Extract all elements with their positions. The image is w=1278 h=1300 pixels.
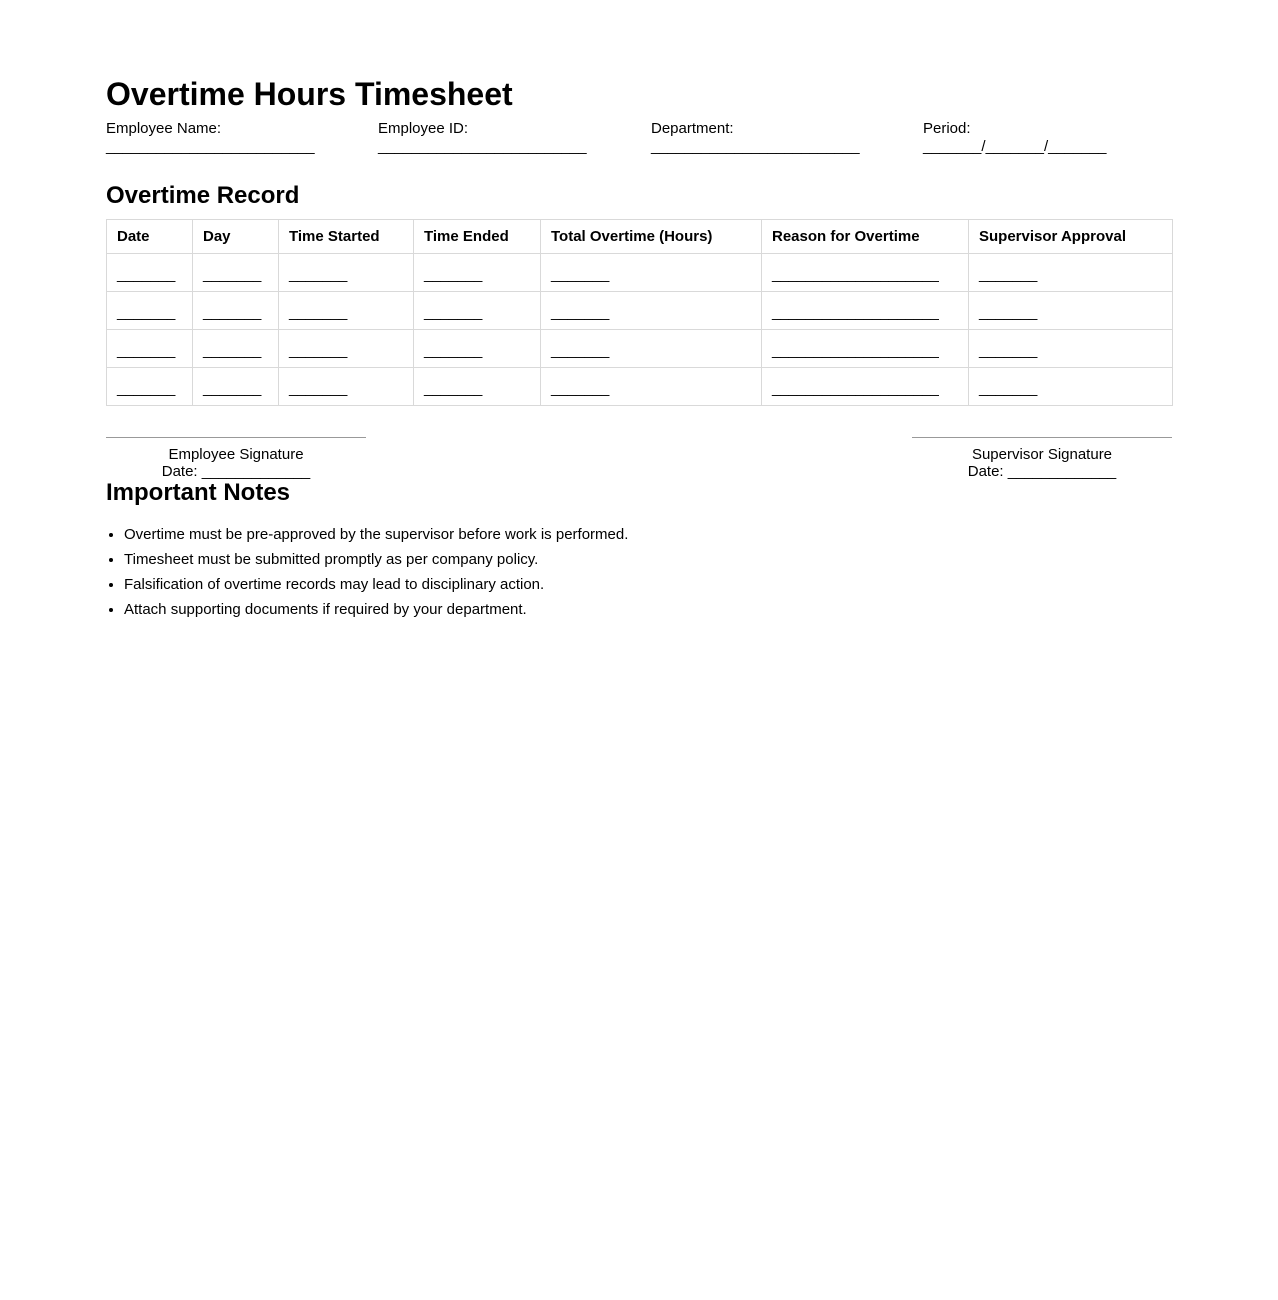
supervisor-signature-caption: Supervisor Signature: [971, 446, 1113, 463]
total-overtime-cell[interactable]: _______: [541, 292, 762, 330]
time-started-cell[interactable]: _______: [279, 292, 414, 330]
supervisor-approval-cell[interactable]: _______: [969, 254, 1173, 292]
column-header-day: Day: [193, 220, 279, 254]
column-header-total-overtime: Total Overtime (Hours): [541, 220, 762, 254]
date-cell[interactable]: _______: [107, 254, 193, 292]
employee-name-blank[interactable]: _________________________: [106, 138, 315, 155]
supervisor-signature-line[interactable]: [912, 437, 1172, 438]
department-field[interactable]: [651, 120, 860, 156]
date-cell[interactable]: _______: [107, 292, 193, 330]
reason-cell[interactable]: ____________________: [762, 254, 969, 292]
period-blank[interactable]: _______/_______/_______: [923, 138, 1107, 155]
period-field[interactable]: [923, 120, 1107, 156]
department-label: Department:: [651, 120, 734, 137]
date-cell[interactable]: _______: [107, 330, 193, 368]
total-overtime-cell[interactable]: _______: [541, 368, 762, 406]
employee-id-label: Employee ID:: [378, 120, 469, 137]
page-title: Overtime Hours Timesheet: [106, 76, 513, 112]
overtime-record-heading: Overtime Record: [106, 182, 300, 209]
column-header-supervisor-approval: Supervisor Approval: [969, 220, 1173, 254]
employee-name-label: Employee Name:: [106, 120, 222, 137]
reason-cell[interactable]: ____________________: [762, 292, 969, 330]
time-ended-cell[interactable]: _______: [414, 254, 541, 292]
time-started-cell[interactable]: _______: [279, 254, 414, 292]
supervisor-signature-block: [912, 437, 1172, 480]
list-item: • Overtime must be pre-approved by the supervisor before work is performed.: [124, 522, 628, 547]
supervisor-approval-cell[interactable]: _______: [969, 368, 1173, 406]
time-ended-cell[interactable]: _______: [414, 292, 541, 330]
time-started-cell[interactable]: _______: [279, 330, 414, 368]
day-cell[interactable]: _______: [193, 368, 279, 406]
supervisor-approval-cell[interactable]: _______: [969, 330, 1173, 368]
period-label: Period:: [923, 120, 971, 137]
important-notes-heading: Important Notes: [106, 479, 291, 506]
employee-signature-caption: Employee Signature: [168, 446, 304, 463]
employee-signature-block: [106, 437, 366, 480]
header-fields: [106, 120, 1172, 160]
column-header-date: Date: [107, 220, 193, 254]
reason-cell[interactable]: ____________________: [762, 368, 969, 406]
important-notes-list: [106, 522, 628, 622]
total-overtime-cell[interactable]: _______: [541, 254, 762, 292]
list-item: • Falsification of overtime records may lead to disciplinary action.: [124, 572, 628, 597]
day-cell[interactable]: _______: [193, 330, 279, 368]
time-ended-cell[interactable]: _______: [414, 368, 541, 406]
table-row: [107, 254, 1173, 292]
table-row: [107, 292, 1173, 330]
reason-cell[interactable]: ____________________: [762, 330, 969, 368]
list-item: • Attach supporting documents if required by your department.: [124, 597, 628, 622]
table-row: [107, 330, 1173, 368]
employee-name-field[interactable]: [106, 120, 315, 156]
day-cell[interactable]: _______: [193, 254, 279, 292]
table-row: [107, 368, 1173, 406]
time-started-cell[interactable]: _______: [279, 368, 414, 406]
day-cell[interactable]: _______: [193, 292, 279, 330]
column-header-reason: Reason for Overtime: [762, 220, 969, 254]
supervisor-signature-date[interactable]: Date: _____________: [967, 463, 1117, 480]
column-header-time-ended: Time Ended: [414, 220, 541, 254]
employee-id-blank[interactable]: _________________________: [378, 138, 587, 155]
overtime-record-table: [106, 219, 1173, 406]
department-blank[interactable]: _________________________: [651, 138, 860, 155]
table-header-row: [107, 220, 1173, 254]
list-item: • Timesheet must be submitted promptly as per company policy.: [124, 547, 628, 572]
supervisor-approval-cell[interactable]: _______: [969, 292, 1173, 330]
total-overtime-cell[interactable]: _______: [541, 330, 762, 368]
employee-id-field[interactable]: [378, 120, 587, 156]
time-ended-cell[interactable]: _______: [414, 330, 541, 368]
employee-signature-date[interactable]: Date: _____________: [161, 463, 311, 480]
date-cell[interactable]: _______: [107, 368, 193, 406]
column-header-time-started: Time Started: [279, 220, 414, 254]
employee-signature-line[interactable]: [106, 437, 366, 438]
